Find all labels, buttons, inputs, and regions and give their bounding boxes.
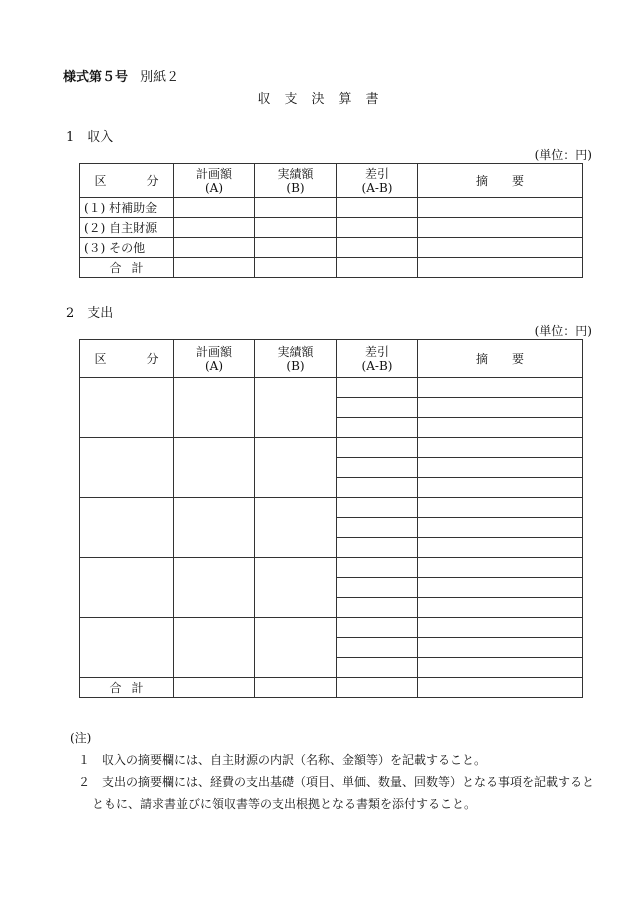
notes — [70, 727, 594, 815]
difference-cell[interactable] — [337, 478, 418, 498]
expense-header-row — [80, 340, 583, 378]
col-summary: 摘 要 — [418, 340, 583, 378]
division-cell[interactable] — [80, 438, 174, 498]
table-row — [80, 438, 583, 458]
actual-cell[interactable] — [255, 618, 337, 678]
table-row — [80, 618, 583, 638]
notes-heading: (注) — [70, 731, 92, 745]
difference-cell[interactable] — [337, 458, 418, 478]
difference-cell[interactable] — [337, 218, 418, 238]
planned-cell[interactable] — [174, 378, 255, 438]
difference-cell[interactable] — [337, 398, 418, 418]
division-cell[interactable] — [80, 378, 174, 438]
division-cell[interactable] — [80, 498, 174, 558]
document-title: 収支決算書 — [257, 92, 393, 107]
division-cell[interactable] — [80, 618, 174, 678]
difference-cell[interactable] — [337, 598, 418, 618]
difference-cell[interactable] — [337, 438, 418, 458]
difference-cell[interactable] — [337, 538, 418, 558]
actual-cell[interactable] — [255, 498, 337, 558]
expense-total-row — [80, 678, 583, 698]
expense-unit: (単位：円) — [534, 324, 592, 338]
summary-cell[interactable] — [418, 518, 583, 538]
summary-cell[interactable] — [418, 678, 583, 698]
col-difference: 差引 (A-B) — [337, 340, 418, 378]
difference-cell[interactable] — [337, 258, 418, 278]
summary-cell[interactable] — [418, 218, 583, 238]
planned-cell[interactable] — [174, 618, 255, 678]
planned-cell[interactable] — [174, 258, 255, 278]
summary-cell[interactable] — [418, 578, 583, 598]
note-item-continued: ともに、請求書並びに領収書等の支出根拠となる書類を添付すること。 — [92, 797, 477, 811]
planned-cell[interactable] — [174, 678, 255, 698]
income-unit: (単位：円) — [534, 148, 592, 162]
summary-cell[interactable] — [418, 498, 583, 518]
col-summary: 摘 要 — [418, 164, 583, 198]
expense-table — [79, 339, 583, 698]
difference-cell[interactable] — [337, 658, 418, 678]
actual-cell[interactable] — [255, 258, 337, 278]
difference-cell[interactable] — [337, 238, 418, 258]
actual-cell[interactable] — [255, 678, 337, 698]
actual-cell[interactable] — [255, 218, 337, 238]
income-row-label: (３) その他 — [80, 238, 174, 258]
income-row-label: (１) 村補助金 — [80, 198, 174, 218]
form-number-line — [63, 66, 179, 85]
summary-cell[interactable] — [418, 458, 583, 478]
income-total-label: 合計 — [80, 258, 174, 278]
expense-section-title: 2 支出 — [66, 306, 114, 321]
difference-cell[interactable] — [337, 678, 418, 698]
difference-cell[interactable] — [337, 378, 418, 398]
summary-cell[interactable] — [418, 198, 583, 218]
income-total-row — [80, 258, 583, 278]
difference-cell[interactable] — [337, 558, 418, 578]
income-header-row — [80, 164, 583, 198]
actual-cell[interactable] — [255, 378, 337, 438]
summary-cell[interactable] — [418, 558, 583, 578]
difference-cell[interactable] — [337, 198, 418, 218]
summary-cell[interactable] — [418, 398, 583, 418]
summary-cell[interactable] — [418, 618, 583, 638]
difference-cell[interactable] — [337, 518, 418, 538]
table-row — [80, 218, 583, 238]
income-table — [79, 163, 583, 278]
difference-cell[interactable] — [337, 638, 418, 658]
planned-cell[interactable] — [174, 238, 255, 258]
difference-cell[interactable] — [337, 418, 418, 438]
summary-cell[interactable] — [418, 478, 583, 498]
planned-cell[interactable] — [174, 498, 255, 558]
summary-cell[interactable] — [418, 238, 583, 258]
difference-cell[interactable] — [337, 498, 418, 518]
table-row — [80, 198, 583, 218]
col-planned: 計画額 (A) — [174, 164, 255, 198]
planned-cell[interactable] — [174, 438, 255, 498]
division-cell[interactable] — [80, 558, 174, 618]
note-item: １ 収入の摘要欄には、自主財源の内訳（名称、金額等）を記載すること。 — [78, 753, 487, 767]
table-row — [80, 378, 583, 398]
actual-cell[interactable] — [255, 558, 337, 618]
summary-cell[interactable] — [418, 258, 583, 278]
summary-cell[interactable] — [418, 418, 583, 438]
summary-cell[interactable] — [418, 378, 583, 398]
summary-cell[interactable] — [418, 538, 583, 558]
actual-cell[interactable] — [255, 238, 337, 258]
col-division: 区 分 — [80, 340, 174, 378]
col-division: 区 分 — [80, 164, 174, 198]
income-section-title: 1 収入 — [66, 130, 114, 145]
table-row — [80, 238, 583, 258]
col-planned: 計画額 (A) — [174, 340, 255, 378]
col-actual: 実績額 (B) — [255, 340, 337, 378]
summary-cell[interactable] — [418, 658, 583, 678]
col-difference: 差引 (A-B) — [337, 164, 418, 198]
planned-cell[interactable] — [174, 218, 255, 238]
note-item: ２ 支出の摘要欄には、経費の支出基礎（項目、単価、数量、回数等）となる事項を記載すると — [78, 775, 595, 789]
income-row-label: (２) 自主財源 — [80, 218, 174, 238]
difference-cell[interactable] — [337, 618, 418, 638]
difference-cell[interactable] — [337, 578, 418, 598]
actual-cell[interactable] — [255, 438, 337, 498]
form-number: 様式第５号 — [63, 70, 129, 85]
summary-cell[interactable] — [418, 598, 583, 618]
planned-cell[interactable] — [174, 558, 255, 618]
planned-cell[interactable] — [174, 198, 255, 218]
summary-cell[interactable] — [418, 438, 583, 458]
col-actual: 実績額 (B) — [255, 164, 337, 198]
actual-cell[interactable] — [255, 198, 337, 218]
table-row — [80, 498, 583, 518]
summary-cell[interactable] — [418, 638, 583, 658]
attachment-label: 別紙２ — [140, 70, 180, 85]
expense-total-label: 合計 — [80, 678, 174, 698]
table-row — [80, 558, 583, 578]
